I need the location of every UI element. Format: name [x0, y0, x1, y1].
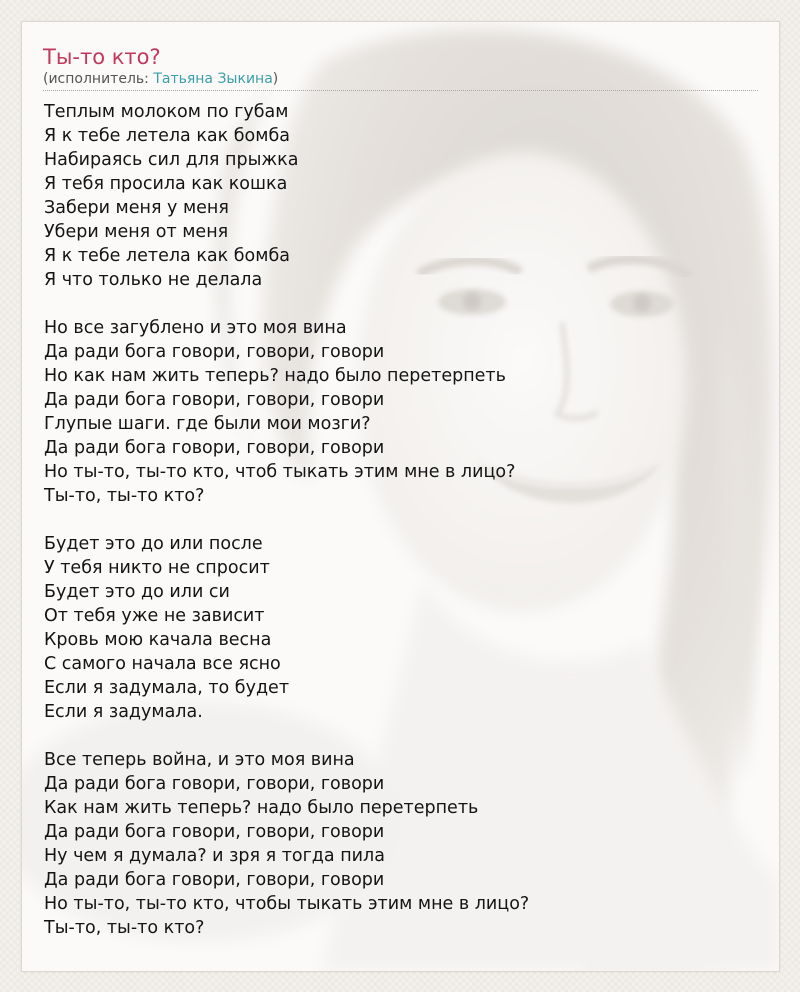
lyrics-line: Ты-то, ты-то кто?	[44, 486, 205, 506]
artist-suffix: )	[272, 71, 279, 87]
lyrics-stanza	[44, 532, 744, 724]
lyrics-line: Теплым молоком по губам	[44, 102, 289, 122]
lyrics-line: Да ради бога говори, говори, говори	[44, 774, 385, 794]
lyrics-line: У тебя никто не спросит	[44, 558, 270, 578]
lyrics-line: Я к тебе летела как бомба	[44, 246, 290, 266]
lyrics-line: Но ты-то, ты-то кто, чтоб тыкать этим мне в лицо?	[44, 462, 516, 482]
lyrics-stanza	[44, 316, 744, 508]
lyrics-line: Я тебя просила как кошка	[44, 174, 288, 194]
lyrics-line: Как нам жить теперь? надо было перетерпеть	[44, 798, 479, 818]
title-divider	[43, 90, 758, 91]
lyrics-line: Если я задумала, то будет	[44, 678, 290, 698]
song-title: Ты-то кто?	[43, 45, 161, 69]
lyrics-line: Да ради бога говори, говори, говори	[44, 390, 385, 410]
lyrics-line: Да ради бога говори, говори, говори	[44, 342, 385, 362]
lyrics-line: Но ты-то, ты-то кто, чтобы тыкать этим мне в лицо?	[44, 894, 530, 914]
lyrics-line: Но как нам жить теперь? надо было перетерпеть	[44, 366, 506, 386]
lyrics-line: Будет это до или после	[44, 534, 263, 554]
lyrics-text	[44, 100, 744, 964]
lyrics-line: Все теперь война, и это моя вина	[44, 750, 355, 770]
lyrics-stanza	[44, 100, 744, 292]
artist-line	[43, 70, 278, 88]
lyrics-line: От тебя уже не зависит	[44, 606, 265, 626]
lyrics-line: Ты-то, ты-то кто?	[44, 918, 205, 938]
lyrics-line: Кровь мою качала весна	[44, 630, 272, 650]
lyrics-stanza	[44, 748, 744, 940]
lyrics-line: Убери меня от меня	[44, 222, 229, 242]
lyrics-line: Да ради бога говори, говори, говори	[44, 870, 385, 890]
lyrics-line: Если я задумала.	[44, 702, 203, 722]
lyrics-line: Глупые шаги. где были мои мозги?	[44, 414, 371, 434]
lyrics-line: Я к тебе летела как бомба	[44, 126, 290, 146]
artist-prefix: (исполнитель:	[43, 71, 154, 87]
artist-link[interactable]: Татьяна Зыкина	[153, 71, 273, 87]
lyrics-content	[22, 22, 779, 971]
lyrics-line: Будет это до или си	[44, 582, 230, 602]
lyrics-line: Да ради бога говори, говори, говори	[44, 438, 385, 458]
lyrics-line: Да ради бога говори, говори, говори	[44, 822, 385, 842]
lyrics-line: Я что только не делала	[44, 270, 263, 290]
lyrics-line: Но все загублено и это моя вина	[44, 318, 347, 338]
lyrics-line: Забери меня у меня	[44, 198, 229, 218]
lyrics-card	[21, 21, 780, 972]
lyrics-line: С самого начала все ясно	[44, 654, 281, 674]
lyrics-line: Ну чем я думала? и зря я тогда пила	[44, 846, 385, 866]
lyrics-line: Набираясь сил для прыжка	[44, 150, 299, 170]
